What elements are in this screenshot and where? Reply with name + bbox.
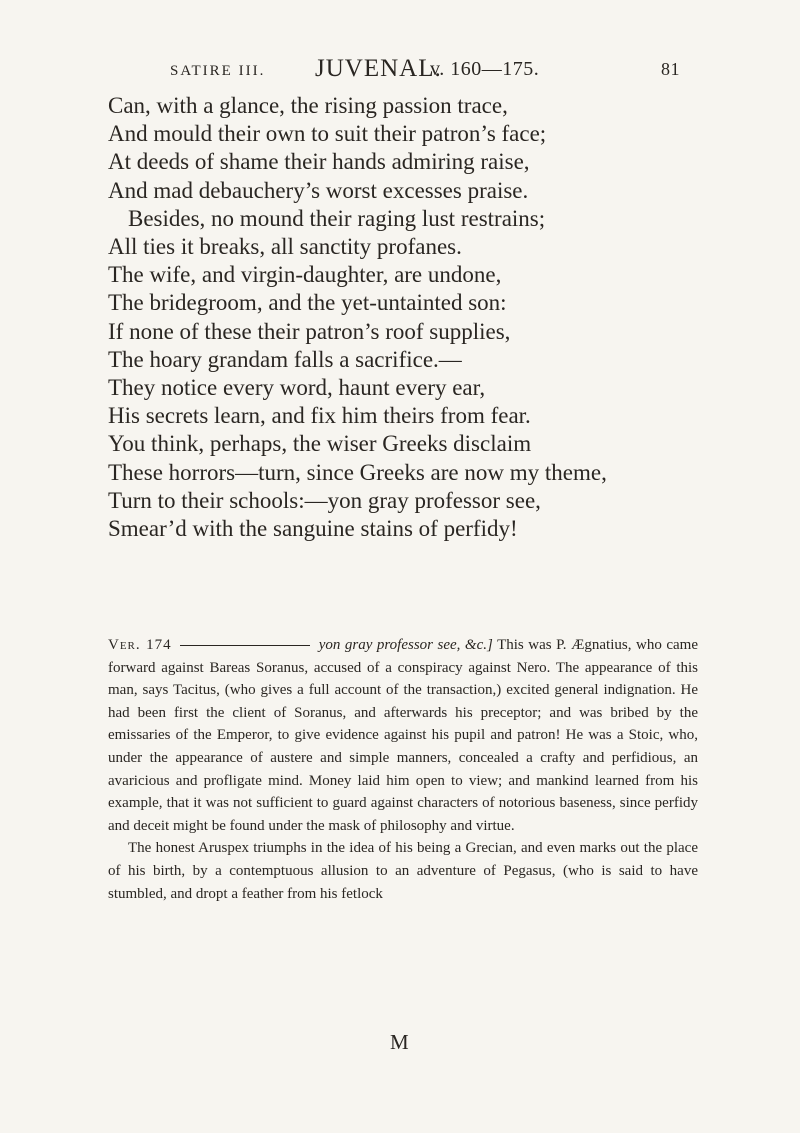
footnote-paragraph xyxy=(108,837,698,905)
footnotes xyxy=(108,634,698,905)
verse-block xyxy=(108,92,708,543)
printer-signature-mark: M xyxy=(390,1030,410,1054)
verse-line: The hoary grandam falls a sacrifice.— xyxy=(108,346,462,372)
note-cited-phrase: yon gray professor see, &c.] xyxy=(318,637,493,653)
verse-line: These horrors—turn, since Greeks are now my theme, xyxy=(108,459,607,485)
verse-line: Besides, no mound their raging lust restrains; xyxy=(128,205,546,231)
note-verse-reference: Ver. 174 xyxy=(108,637,172,653)
verse-line: His secrets learn, and fix him theirs from fear. xyxy=(108,403,531,429)
verse-line: They notice every word, haunt every ear, xyxy=(108,375,486,401)
running-head-verse-range: v. 160—175. xyxy=(430,58,540,80)
footnote-paragraph xyxy=(108,634,698,837)
verse-line: All ties it breaks, all sanctity profanes. xyxy=(108,234,462,260)
verse-line: Smear’d with the sanguine stains of perfidy! xyxy=(108,516,518,542)
verse-line: You think, perhaps, the wiser Greeks disclaim xyxy=(108,431,532,457)
running-head xyxy=(170,52,680,86)
verse-line: And mad debauchery’s worst excesses praise. xyxy=(108,177,529,203)
note-text: This was P. Ægnatius, who came forward against Bareas Soranus, accused of a conspiracy against Nero. The appearance of this man, says Tacitus, (who gives a full account of the transaction,) excited general indignation. He had been first the client of Soranus, and afterwards his preceptor; and was bribed by the emissaries of the Emperor, to give evidence against his pupil and patron! He was a Stoic, who, under the appearance of austere and simple manners, concealed a crafty and perfidious, an avaricious and profligate mind. Money laid him open to view; and mankind learned from his example, that it was not sufficient to guard against characters of notorious baseness, since perfidy and deceit might be found under the mask of philosophy and virtue. xyxy=(108,637,698,834)
verse-line: Turn to their schools:—yon gray professor see, xyxy=(108,487,541,513)
verse-line: At deeds of shame their hands admiring raise, xyxy=(108,149,530,175)
page-number: 81 xyxy=(661,59,680,79)
note-text: The honest Aruspex triumphs in the idea of his being a Grecian, and even marks out the place of his birth, by a contemptuous allusion to an adventure of Pegasus, (who is said to have stumbled, and dropt a feather from his fetlock xyxy=(108,840,698,902)
verse-line: If none of these their patron’s roof supplies, xyxy=(108,318,511,344)
note-dash-rule xyxy=(180,645,310,646)
verse-line: The bridegroom, and the yet-untainted son: xyxy=(108,290,507,316)
verse-line: And mould their own to suit their patron’s face; xyxy=(108,121,547,147)
running-head-author: JUVENAL. xyxy=(315,55,442,82)
running-head-satire: SATIRE III. xyxy=(170,63,266,79)
verse-line: The wife, and virgin-daughter, are undone, xyxy=(108,262,502,288)
verse-line: Can, with a glance, the rising passion trace, xyxy=(108,93,508,118)
